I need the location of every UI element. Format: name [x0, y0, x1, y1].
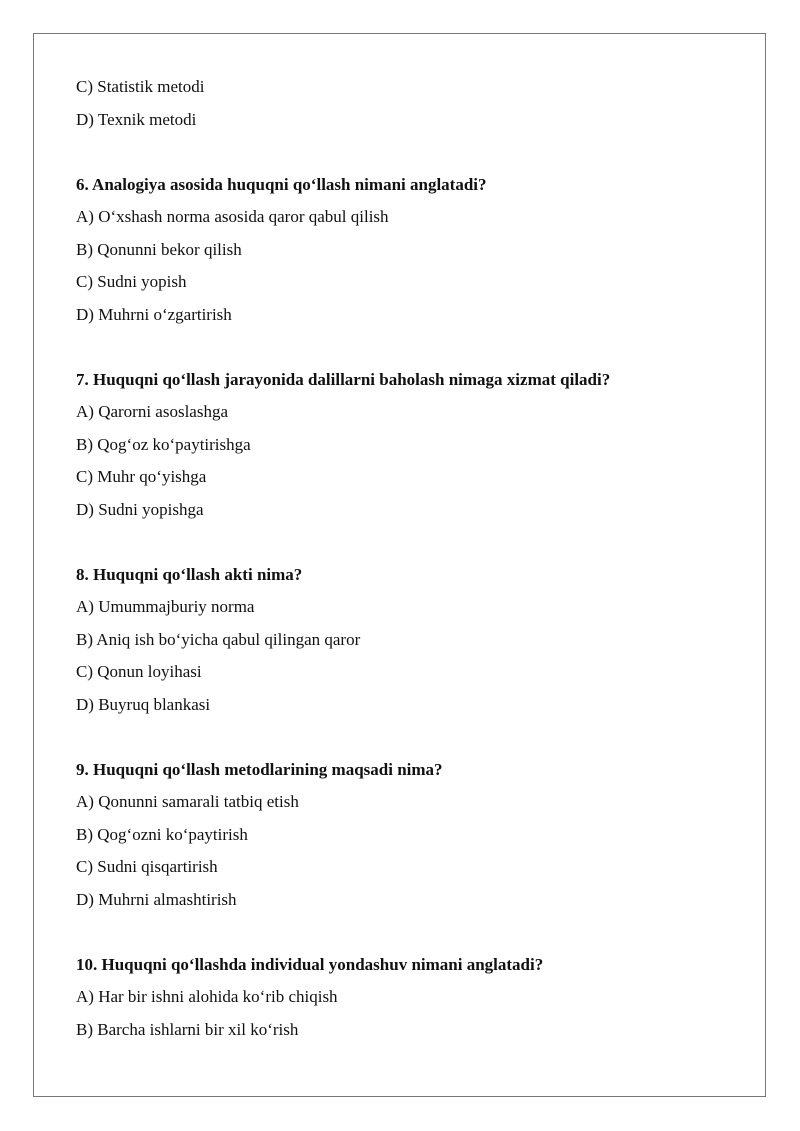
spacer	[76, 919, 756, 952]
answer-option: B) Qog‘oz ko‘paytirishga	[76, 434, 251, 454]
answer-option: B) Barcha ishlarni bir xil ko‘rish	[76, 1019, 299, 1039]
answer-option: A) Qonunni samarali tatbiq etish	[76, 792, 299, 811]
answer-option: C) Qonun loyihasi	[76, 662, 202, 681]
question-8-text: 8. Huquqni qo‘llash akti nima?	[76, 564, 303, 584]
answer-option: D) Buyruq blankasi	[76, 694, 211, 714]
question-6-text: 6. Analogiya asosida huquqni qo‘llash nimani anglatadi?	[76, 174, 487, 194]
answer-option: D) Muhrni almashtirish	[76, 889, 237, 909]
answer-option: C) Sudni yopish	[76, 272, 187, 291]
spacer	[76, 334, 756, 367]
answer-option: A) Qarorni asoslashga	[76, 402, 229, 421]
answer-option: C) Statistik metodi	[76, 77, 205, 96]
answer-option: C) Muhr qo‘yishga	[76, 467, 207, 486]
answer-option: D) Texnik metodi	[76, 109, 197, 129]
answer-option: B) Qog‘ozni ko‘paytirish	[76, 824, 248, 844]
question-7-text: 7. Huquqni qo‘llash jarayonida dalillarni baholash nimaga xizmat qiladi?	[76, 369, 611, 389]
answer-option: A) O‘xshash norma asosida qaror qabul qilish	[76, 207, 389, 226]
answer-option: B) Aniq ish bo‘yicha qabul qilingan qaror	[76, 629, 361, 649]
answer-option: C) Sudni qisqartirish	[76, 857, 218, 876]
spacer	[76, 529, 756, 562]
question-9-text: 9. Huquqni qo‘llash metodlarining maqsadi nima?	[76, 759, 443, 779]
answer-option: A) Har bir ishni alohida ko‘rib chiqish	[76, 987, 338, 1006]
spacer	[76, 724, 756, 757]
answer-option: A) Umummajburiy norma	[76, 597, 255, 616]
question-10-text: 10. Huquqni qo‘llashda individual yondashuv nimani anglatadi?	[76, 954, 544, 974]
answer-option: B) Qonunni bekor qilish	[76, 239, 242, 259]
answer-option: D) Muhrni o‘zgartirish	[76, 304, 232, 324]
answer-option: D) Sudni yopishga	[76, 499, 204, 519]
spacer	[76, 139, 756, 172]
document-content	[76, 74, 756, 1049]
